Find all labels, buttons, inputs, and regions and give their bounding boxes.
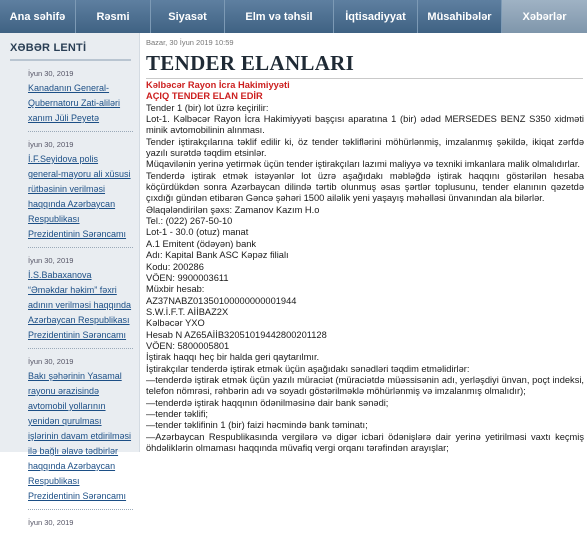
- article-paragraph: —tender təklifinin 1 (bir) faizi həcmində bank təminatı;: [146, 420, 368, 431]
- news-link[interactable]: İ.F.Seyidova polis general-mayoru ali xüsusi rütbəsinin verilməsi haqqında Azərbaycan Respublikası Prezidentinin Sərəncamı: [28, 154, 131, 239]
- article-paragraph: Hesab N AZ65AİİB32051019442800201128: [146, 329, 327, 340]
- article-paragraph: S.W.İ.F.T. AİİBAZ2X: [146, 306, 229, 317]
- article-paragraph: AZ37NABZ01350100000000001944: [146, 295, 297, 306]
- news-link[interactable]: Kanadanın General-Qubernatoru Zati-aliləri xanım Jüli Peyetə: [28, 83, 121, 123]
- article-paragraph: A.1 Emitent (ödəyən) bank: [146, 238, 257, 249]
- article: [146, 33, 587, 452]
- article-paragraph: —Azərbaycan Respublikasında vergilərə və digər icbari ödənişlərə dair yerinə yetirilməsi vaxtı keçmiş öhdəliklərin olmaması haqqında müvafiq vergi orqanı tərəfindən arayışlar;: [146, 431, 584, 453]
- article-paragraph: Müxbir hesab:: [146, 284, 205, 295]
- article-body: [146, 80, 584, 454]
- page-title: TENDER ELANLARI: [146, 51, 355, 75]
- article-paragraph: VÖEN: 5800005801: [146, 340, 230, 351]
- news-date: İyun 30, 2019: [28, 518, 74, 527]
- news-date: İyun 30, 2019: [28, 69, 74, 78]
- article-paragraph: Tender 1 (bir) lot üzrə keçirilir:: [146, 102, 269, 113]
- list-item: [0, 510, 139, 536]
- article-heading: Kəlbəcər Rayon İcra Hakimiyyəti: [146, 80, 290, 90]
- news-feed-header: XƏBƏR LENTİ: [10, 42, 87, 54]
- news-link[interactable]: Bakı şəhərinin Yasamal rayonu ərazisində avtomobil yollarının yenidən qurulması işlərinin davam etdirilməsi ilə bağlı əlavə tədbirlər haqqında Azərbaycan Respublikası Prezidentinin Sərəncamı: [28, 371, 132, 501]
- article-paragraph: Adı: Kapital Bank ASC Kəpəz filialı: [146, 250, 289, 261]
- article-heading: AÇIQ TENDER ELAN EDİR: [146, 91, 263, 102]
- news-date: İyun 30, 2019: [28, 256, 74, 265]
- nav-item-news[interactable]: Xəbərlər: [502, 0, 587, 33]
- article-paragraph: —tenderdə iştirak haqqının ödənilməsinə dair bank sənədi;: [146, 397, 389, 408]
- article-paragraph: Əlaqələndirilən şəxs: Zamanov Kazım H.o: [146, 204, 320, 215]
- article-paragraph: Kodu: 200286: [146, 261, 204, 272]
- news-link[interactable]: İ.S.Babaxanova “Əməkdar həkim” fəxri adının verilməsi haqqında Azərbaycan Respublikası Prezidentinin Sərəncamı: [28, 270, 132, 340]
- article-paragraph: Müqavilənin yerinə yetirmək üçün tender iştirakçıları lazımi maliyyə və texniki imkanlara malik olmalıdırlar.: [146, 159, 581, 170]
- article-paragraph: İştirakçılar tenderdə iştirak etmək üçün aşağıdakı sənədləri təqdim etməlidirlər:: [146, 363, 470, 374]
- nav-item-science-education[interactable]: Elm və təhsil: [225, 0, 334, 33]
- nav-item-official[interactable]: Rəsmi: [76, 0, 151, 33]
- article-paragraph: Lot-1. Kəlbəcər Rayon İcra Hakimiyyəti başçısı aparatına 1 (bir) ədəd MERSEDES BENZ S350 xidməti minik avtomobilinin alınması.: [146, 114, 584, 136]
- article-paragraph: Tel.: (022) 267-50-10: [146, 216, 233, 227]
- list-item: [0, 349, 139, 510]
- article-paragraph: —tender təklifi;: [146, 408, 209, 419]
- nav-item-economy[interactable]: İqtisadiyyat: [334, 0, 418, 33]
- article-paragraph: Lot-1 - 30.0 (otuz) manat: [146, 227, 249, 238]
- nav-item-interviews[interactable]: Müsahibələr: [418, 0, 502, 33]
- article-paragraph: İştirak haqqı heç bir halda geri qaytarılmır.: [146, 352, 320, 363]
- list-item: [0, 61, 139, 132]
- top-navigation: [0, 0, 587, 33]
- article-paragraph: Tender iştirakçılarına təklif edilir ki, öz tender təkliflərini möhürlənmiş, imzalanmış şəkildə, ikiqat zərfdə yazılı surətdə təqdim etsinlər.: [146, 136, 584, 159]
- title-divider: [146, 78, 583, 79]
- nav-item-politics[interactable]: Siyasət: [151, 0, 225, 33]
- article-paragraph: Tenderdə iştirak etmək istəyənlər lot üzrə aşağıdakı məbləğdə iştirak haqqını göstərilən hesaba köçürdükdən sonra Azərbaycan dilində tərtib olunmuş əsas şərtlər toplusunu, tender elanının qəzetdə çıxdığı gündən etibarən Gəncə şəhəri 1500 ailəlik yeni yaşayış məhəlləsi ünvanından ala bilərlər.: [146, 170, 584, 204]
- article-paragraph: VÖEN: 9900003611: [146, 272, 229, 283]
- list-item: [0, 248, 139, 349]
- list-item: [0, 132, 139, 248]
- article-paragraph: Kəlbəcər YXO: [146, 318, 205, 329]
- news-date: İyun 30, 2019: [28, 357, 74, 366]
- news-date: İyun 30, 2019: [28, 140, 74, 149]
- article-paragraph: —tenderdə iştirak etmək üçün yazılı müraciət (müraciətdə müəssisənin adı, yerləşdiyi ünvan, poçt indeksi, telefon nömrəsi, rəhbərin adı və soyadı göstərilməklə möhürlənmiş və imzalanmış olmalıdır);: [146, 374, 584, 397]
- news-feed-sidebar: [0, 33, 140, 527]
- nav-item-home[interactable]: Ana səhifə: [0, 0, 76, 33]
- article-date: Bazar, 30 İyun 2019 10:59: [146, 38, 234, 47]
